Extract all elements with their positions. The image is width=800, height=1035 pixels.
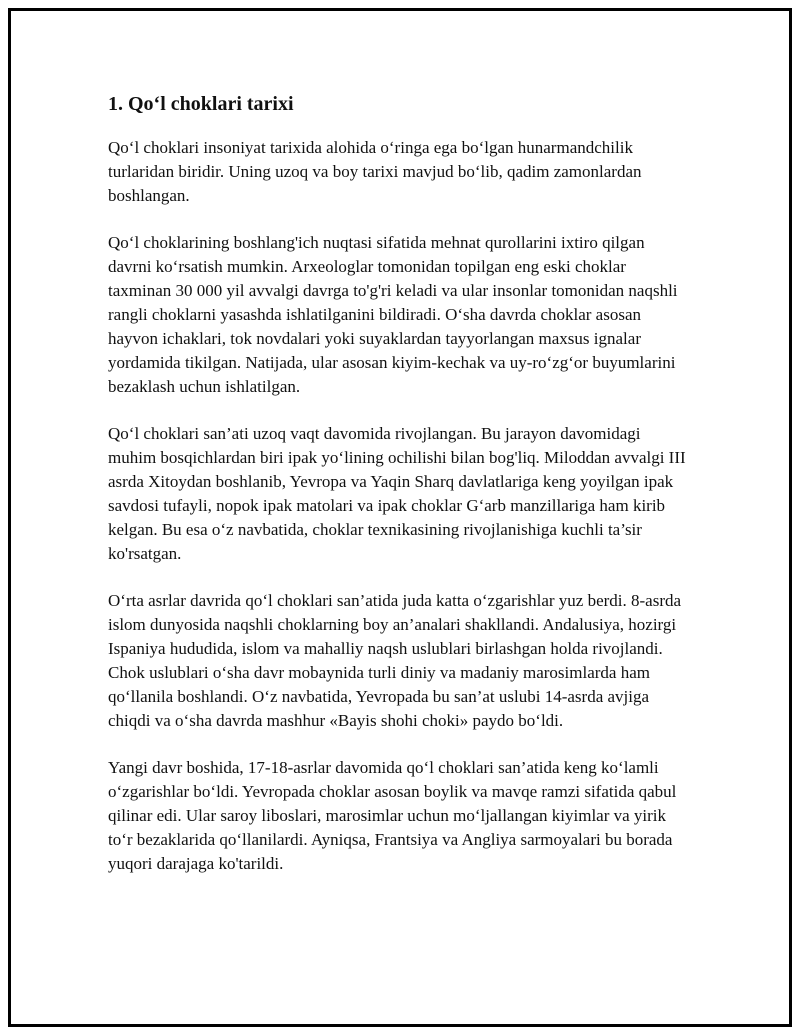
section-heading: 1. Qo‘l choklari tarixi	[108, 93, 294, 115]
paragraph-silk-road: Qo‘l choklari san’ati uzoq vaqt davomida rivojlangan. Bu jarayon davomidagi muhim bosqichlardan biri ipak yo‘lining ochilishi bilan bog'liq. Miloddan avvalgi III asrda Xitoydan boshlanib, Yevropa va Yaqin Sharq davlatlariga keng yoyilgan ipak savdosi tufayli, nopok ipak matolari va ipak choklar G‘arb manzillariga ham kirib kelgan. Bu esa o‘z navbatida, choklar texnikasining rivojlanishiga kuchli ta’sir ko'rsatgan.	[108, 424, 686, 563]
paragraph-middle-ages: O‘rta asrlar davrida qo‘l choklari san’atida juda katta o‘zgarishlar yuz berdi. 8-asrda islom dunyosida naqshli choklarning boy an’analari shakllandi. Andalusiya, hozirgi Ispaniya hududida, islom va mahalliy naqsh uslublari birlashgan holda rivojlandi. Chok uslublari o‘sha davr mobaynida turli diniy va madaniy marosimlarda ham qo‘llanila boshlandi. O‘z navbatida, Yevropada bu san’at uslubi 14-asrda avjiga chiqdi va o‘sha davrda mashhur «Bayis shohi choki» paydo bo‘ldi.	[108, 591, 682, 730]
document-body	[108, 86, 688, 899]
paragraph-modern-era: Yangi davr boshida, 17-18-asrlar davomida qo‘l choklari san’atida keng ko‘lamli o‘zgarishlar bo‘ldi. Yevropada choklar asosan boylik va mavqe ramzi sifatida qabul qilinar edi. Ular saroy liboslari, marosimlar uchun mo‘ljallangan kiyimlar va yirik to‘r bezaklarida qo‘llanilardi. Ayniqsa, Frantsiya va Angliya sarmoyalari bu borada yuqori darajaga ko'tarildi.	[108, 758, 677, 873]
paragraph-intro: Qo‘l choklari insoniyat tarixida alohida o‘ringa ega bo‘lgan hunarmandchilik turlaridan biridir. Uning uzoq va boy tarixi mavjud bo‘lib, qadim zamonlardan boshlangan.	[108, 138, 642, 205]
paragraph-origins: Qo‘l choklarining boshlang'ich nuqtasi sifatida mehnat qurollarini ixtiro qilgan davrni ko‘rsatish mumkin. Arxeologlar tomonidan topilgan eng eski choklar taxminan 30 000 yil avvalgi davrga to'g'ri keladi va ular insonlar tomonidan naqshli rangli choklarni yasashda ishlatilganini bildiradi. O‘sha davrda choklar asosan hayvon ichaklari, tok novdalari yoki suyaklardan tayyorlangan maxsus ignalar yordamida tikilgan. Natijada, ular asosan kiyim-kechak va uy-ro‘zg‘or buyumlarini bezaklash uchun ishlatilgan.	[108, 233, 678, 396]
